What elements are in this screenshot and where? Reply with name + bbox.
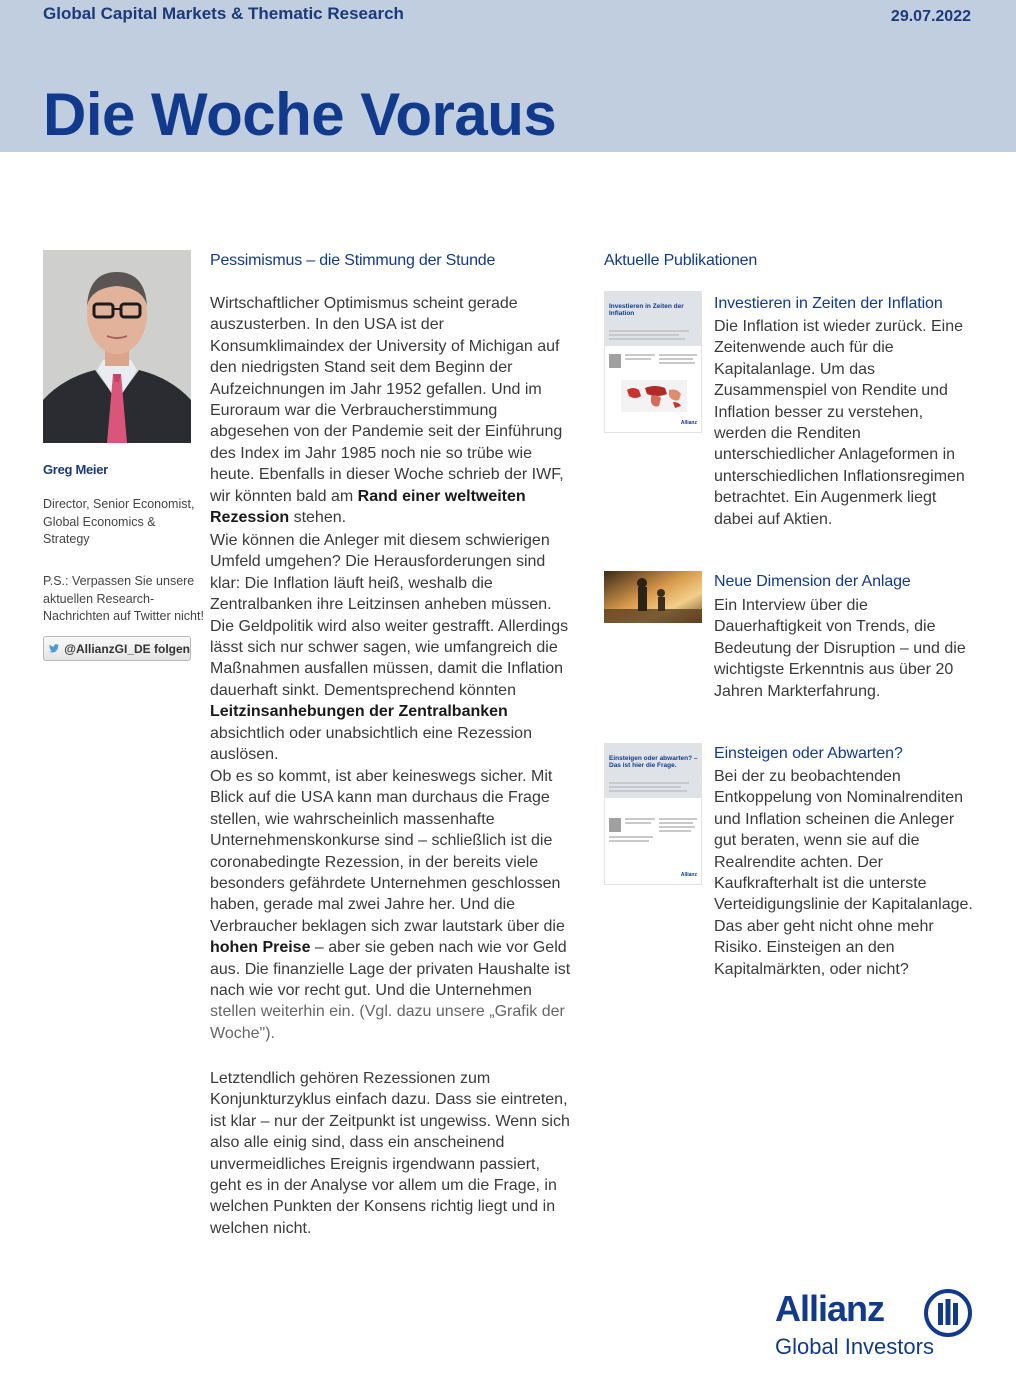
author-name: Greg Meier	[43, 462, 108, 477]
imf-recession-link[interactable]: Rand einer weltweiten Rezession	[210, 487, 526, 527]
paragraph-text: absichtlich oder unabsichtlich eine Rezession auslösen.	[210, 724, 532, 764]
org-name: Global Capital Markets & Thematic Research	[43, 4, 404, 23]
twitter-follow-button[interactable]	[43, 636, 191, 661]
paragraph-text: – aber sie geben nach wie vor Geld aus. Die finanzielle Lage der privaten Haushalte ist nach wie vor recht gut. Und die Unternehmen	[210, 939, 571, 1000]
twitter-note: P.S.: Verpassen Sie unsere aktuellen Research- Nachrichten auf Twitter nicht!	[43, 574, 204, 623]
publications-header: Aktuelle Publikationen	[604, 252, 758, 269]
allianz-gi-logo	[770, 1285, 980, 1365]
publication-desc-3: Bei der zu beobachtenden Entkoppelung von Nominalrenditen und Inflation scheinen die Anleger gut beraten, wenn sie auf die Realrendite achten. Der Kaufkrafterhalt ist die unterste Verteidigungslinie der Kapitalanlage. Das aber geht nicht ohne mehr Risiko. Einsteigen an den Kapitalmärkten, oder nicht?	[714, 768, 973, 978]
article-paragraph-2	[210, 530, 572, 765]
article-paragraph-3	[210, 766, 572, 1044]
publication-title-1[interactable]: Investieren in Zeiten der Inflation	[714, 295, 943, 312]
logo-wordmark: Allianz	[775, 1288, 885, 1329]
author-role: Director, Senior Economist, Global Economics & Strategy	[43, 497, 195, 546]
publication-thumbnail-2[interactable]	[604, 571, 702, 623]
thumbnail-title: Einsteigen oder abwarten? – Das ist hier die Frage.	[609, 755, 698, 769]
allianz-eagle-icon	[923, 1288, 973, 1338]
publication-desc-2: Ein Interview über die Dauerhaftigkeit von Trends, die Bedeutung der Disruption – und die wichtigste Erkenntnis aus über 20 Jahren Markterfahrung.	[714, 597, 966, 700]
article-heading: Pessimismus – die Stimmung der Stunde	[210, 252, 496, 269]
article-paragraph-1	[210, 293, 572, 528]
publication-date: 29.07.2022	[890, 8, 971, 25]
twitter-follow-label: @AllianzGI_DE folgen	[64, 641, 190, 656]
chart-of-week-link[interactable]: stellen weiterhin ein. (Vgl. dazu unsere „Grafik der Woche").	[210, 1003, 565, 1042]
publication-thumbnail-1[interactable]: Investieren in Zeiten der Inflation Allianz	[604, 291, 702, 435]
paragraph-text: Ob es so kommt, ist aber keineswegs sicher. Mit Blick auf die USA kann man durchaus die Frage stellen, wie wahrscheinlich massenhafte Unternehmenskonkurse sind – schließlich ist die coronabedingte Rezession, in der bereits viele besonders gefährdete Unternehmen geschlossen haben, gerade mal zwei Jahre her. Und die Verbraucher beklagen sich zwar lautstark über die	[210, 768, 565, 935]
header-band	[0, 0, 1016, 152]
publication-title-2[interactable]: Neue Dimension der Anlage	[714, 573, 911, 590]
twitter-bird-icon	[49, 642, 59, 655]
publication-thumbnail-3[interactable]: Einsteigen oder abwarten? – Das ist hier die Frage. Allianz	[604, 743, 702, 887]
thumbnail-title: Investieren in Zeiten der Inflation	[609, 303, 684, 317]
paragraph-text: Wirtschaftlicher Optimismus scheint gerade auszusterben. In den USA ist der Konsumklimaindex der University of Michigan auf den niedrigsten Stand seit dem Beginn der Aufzeichnungen im Jahr 1952 gefallen. Und im Euroraum war die Verbraucherstimmung abgesehen von der Pandemie seit der Einführung des Index im Jahr 1985 noch nie so trübe wie heute. Ebenfalls in dieser Woche schrieb der IWF, wir könnten bald am	[210, 295, 564, 505]
high-prices-link[interactable]: hohen Preise	[210, 939, 311, 957]
paragraph-text: stehen.	[289, 509, 347, 527]
publication-title-3[interactable]: Einsteigen oder Abwarten?	[714, 745, 903, 762]
publication-desc-1: Die Inflation ist wieder zurück. Eine Zeitenwende auch für die Kapitalanlage. Um das Zusammenspiel von Rendite und Inflation besser zu verstehen, werden die Renditen unterschiedlicher Anlageformen in unterschiedlichen Inflationsregimen betrachtet. Ein Augenmerk liegt dabei auf Aktien.	[714, 318, 965, 528]
logo-subtitle: Global Investors	[775, 1334, 934, 1359]
page-title: Die Woche Voraus	[43, 81, 557, 148]
rate-hikes-link[interactable]: Leitzinsanhebungen der Zentralbanken	[210, 703, 508, 721]
paragraph-text: Wie können die Anleger mit diesem schwierigen Umfeld umgehen? Die Herausforderungen sind klar: Die Inflation läuft heiß, weshalb die Zentralbanken ihre Leitzinsen anheben müssen. Die Geldpolitik wird also weiter gestrafft. Allerdings lässt sich nur schwer sagen, wie umfangreich die Maßnahmen ausfallen müssen, damit die Inflation dauerhaft sinkt. Dementsprechend könnten	[210, 532, 569, 699]
article-paragraph-4: Letztendlich gehören Rezessionen zum Konjunkturzyklus einfach dazu. Dass sie eintreten, ist klar – nur der Zeitpunkt ist ungewiss. Wenn sich also alle einig sind, dass ein anscheinend unvermeidliches Ereignis irgendwann passiert, geht es in der Analyse vor allem um die Frage, in welchen Punkten der Konsens richtig liegt und in welchen nicht.	[210, 1070, 570, 1237]
author-photo	[43, 250, 191, 443]
